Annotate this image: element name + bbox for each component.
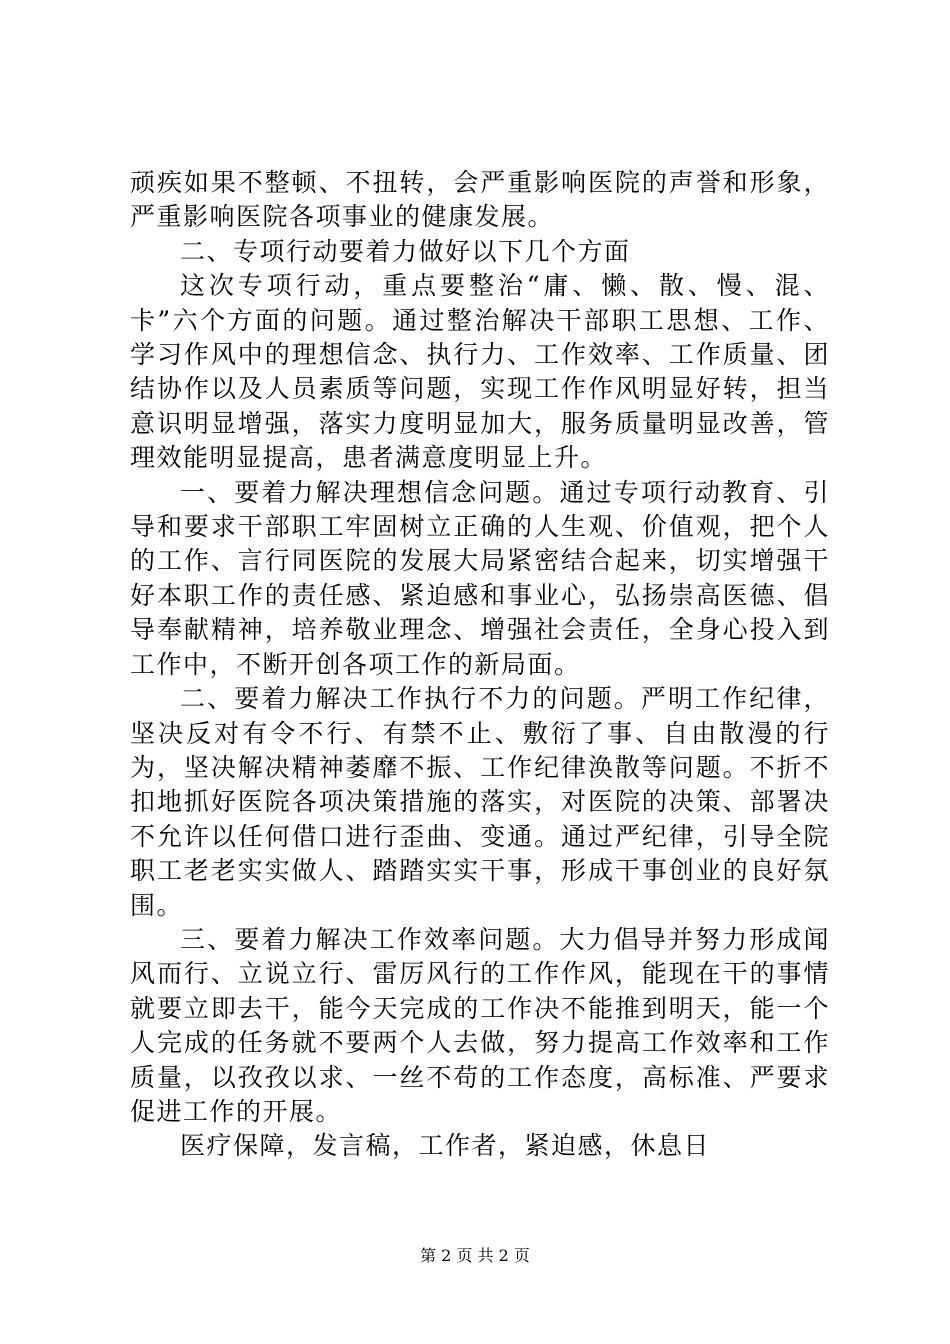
document-body xyxy=(130,166,830,1164)
section-heading: 二、专项行动要着力做好以下几个方面 xyxy=(180,236,631,266)
paragraph-3: 这次专项行动，重点要整治“庸、懒、散、慢、混、卡”六个方面的问题。通过整治解决干部职工思想、工作、学习作风中的理想信念、执行力、工作效率、工作质量、团结协作以及人员素质等问题，实现工作作风明显好转，担当意识明显增强，落实力度明显加大，服务质量明显改善，管理效能明显提高，患者满意度明显上升。 xyxy=(130,271,830,473)
page-footer: 第 2 页 共 2 页 xyxy=(420,1246,530,1265)
keywords-line: 医疗保障，发言稿，工作者，紧迫感，休息日 xyxy=(180,1131,711,1161)
paragraph-6: 三、要着力解决工作效率问题。大力倡导并努力形成闻风而行、立说立行、雷厉风行的工作作风，能现在干的事情就要立即去干，能今天完成的工作决不能推到明天，能一个人完成的任务就不要两个人去做，努力提高工作效率和工作质量，以孜孜以求、一丝不苟的工作态度，高标准、严要求促进工作的开展。 xyxy=(130,924,830,1126)
paragraph-5: 二、要着力解决工作执行不力的问题。严明工作纪律，坚决反对有令不行、有禁不止、敷衍了事、自由散漫的行为，坚决解决精神萎靡不振、工作纪律涣散等问题。不折不扣地抓好医院各项决策措施的落实，对医院的决策、部署决不允许以任何借口进行歪曲、变通。通过严纪律，引导全院职工老老实实做人、踏踏实实干事，形成干事创业的良好氛围。 xyxy=(130,684,830,920)
paragraph-4: 一、要着力解决理想信念问题。通过专项行动教育、引导和要求干部职工牢固树立正确的人生观、价值观，把个人的工作、言行同医院的发展大局紧密结合起来，切实增强干好本职工作的责任感、紧迫感和事业心，弘扬崇高医德、倡导奉献精神，培养敬业理念、增强社会责任，全身心投入到工作中，不断开创各项工作的新局面。 xyxy=(130,477,830,679)
paragraph-1: 顽疾如果不整顿、不扭转，会严重影响医院的声誉和形象，严重影响医院各项事业的健康发展。 xyxy=(130,168,830,232)
